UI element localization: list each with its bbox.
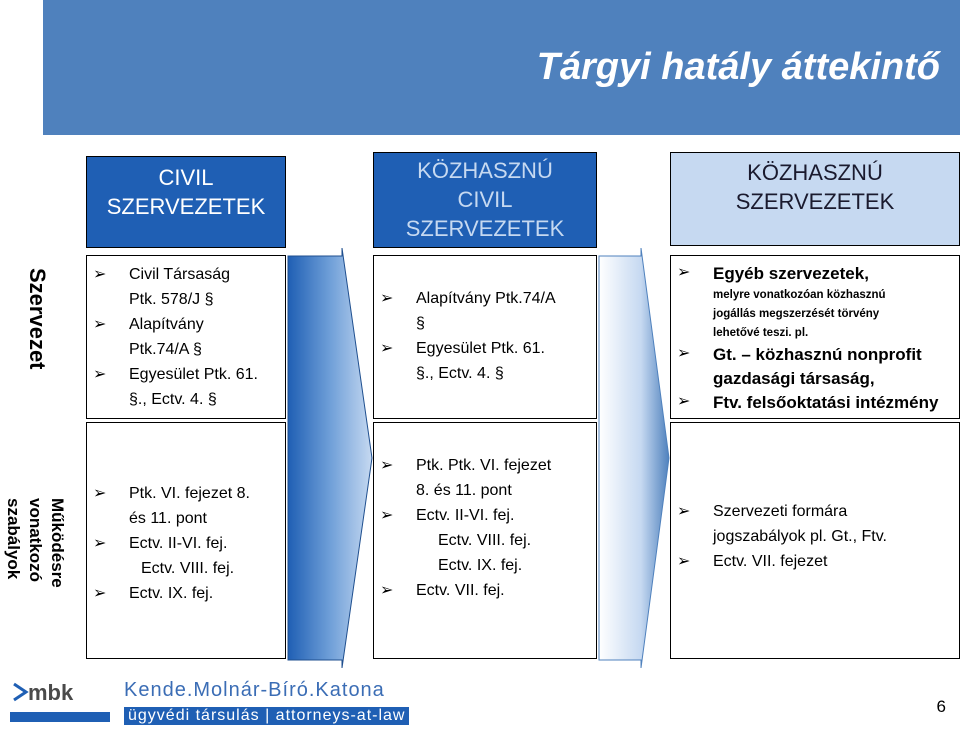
logo-name: Kende.Molnár-Bíró.Katona	[124, 679, 385, 701]
right-arrow-shape	[286, 248, 373, 668]
list-item: ➢ Gt. – közhasznú nonprofit gazdasági társaság,	[677, 345, 922, 388]
arrow-bullet-icon: ➢	[93, 585, 107, 602]
kozhasznu-rules-box	[670, 422, 960, 659]
logo-tagline: ügyvédi társulás | attorneys-at-law	[124, 707, 409, 725]
list-item: ➢ Ectv. IX. fej.	[93, 581, 250, 606]
arrow-bullet-icon: ➢	[677, 553, 691, 570]
column-header-kozhasznu-civil: KÖZHASZNÚ CIVIL SZERVEZETEK	[373, 152, 597, 248]
list-item: ➢ Ptk. Ptk. VI. fejezet 8. és 11. pont	[380, 453, 551, 503]
list-item: ➢ Ectv. II-VI. fej. Ectv. VIII. fej. Ectv. IX. fej.	[380, 503, 551, 578]
svg-text:mbk: mbk	[28, 680, 74, 705]
column-header-kozhasznu: KÖZHASZNÚ SZERVEZETEK	[670, 152, 960, 246]
arrow-bullet-icon: ➢	[380, 290, 394, 307]
list-item: ➢ Alapítvány Ptk.74/A §	[380, 286, 556, 336]
column-header-civil: CIVIL SZERVEZETEK	[86, 156, 286, 248]
page-number: 6	[936, 697, 946, 716]
arrow-bullet-icon: ➢	[677, 345, 691, 362]
list-item: ➢ Ectv. VII. fej.	[380, 578, 551, 603]
list-item: ➢ Ptk. VI. fejezet 8. és 11. pont	[93, 481, 250, 531]
list-item: ➢ Alapítvány Ptk.74/A §	[93, 312, 258, 362]
arrow-bullet-icon: ➢	[93, 316, 107, 333]
list-item: ➢ Egyesület Ptk. 61. §., Ectv. 4. §	[380, 336, 556, 386]
list-item: ➢ Civil Társaság Ptk. 578/J §	[93, 262, 258, 312]
list-item: ➢ Szervezeti formára jogszabályok pl. Gt., Ftv.	[677, 499, 887, 549]
list-item: ➢ Ectv. VII. fejezet	[677, 549, 887, 574]
list-item: ➢ Ectv. II-VI. fej. Ectv. VIII. fej.	[93, 531, 250, 581]
arrow-bullet-icon: ➢	[677, 503, 691, 520]
row-label-organization: Szervezet	[25, 268, 50, 370]
civil-rules-box	[86, 422, 286, 659]
kozhasznu-civil-rules-box	[373, 422, 597, 659]
arrow-bullet-icon: ➢	[93, 535, 107, 552]
list-item: ➢ Ftv. felsőoktatási intézmény	[677, 393, 939, 412]
arrow-bullet-icon: ➢	[380, 340, 394, 357]
arrow-bullet-icon: ➢	[677, 264, 691, 281]
right-arrow-shape	[597, 248, 670, 668]
list-item: ➢ Egyesület Ptk. 61. §., Ectv. 4. §	[93, 362, 258, 412]
arrow-bullet-icon: ➢	[380, 582, 394, 599]
slide-title: Tárgyi hatály áttekintő	[536, 46, 940, 88]
row-label-operation-rules: Működésre vonatkozó szabályok	[4, 498, 67, 588]
arrow-bullet-icon: ➢	[93, 366, 107, 383]
kozhasznu-civil-organization-box	[373, 255, 597, 419]
civil-organization-box	[86, 255, 286, 419]
arrow-bullet-icon: ➢	[380, 507, 394, 524]
arrow-bullet-icon: ➢	[93, 266, 107, 283]
title-bar	[43, 0, 960, 135]
arrow-bullet-icon: ➢	[677, 393, 691, 410]
kozhasznu-organization-box	[670, 255, 960, 419]
arrow-bullet-icon: ➢	[93, 485, 107, 502]
arrow-bullet-icon: ➢	[380, 457, 394, 474]
list-item: ➢ Egyéb szervezetek, melyre vonatkozóan közhasznú jogállás megszerzését törvény lehetővé teszi. pl.	[677, 264, 886, 339]
